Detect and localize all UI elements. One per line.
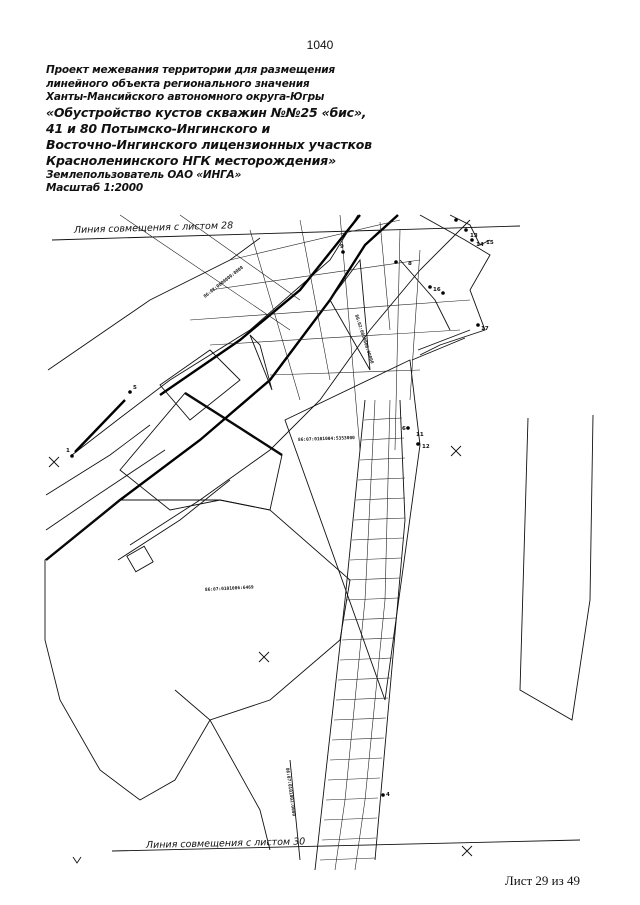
grid-line bbox=[210, 260, 420, 290]
grid-line bbox=[190, 300, 470, 320]
title-line: 41 и 80 Потымско-Ингинского и bbox=[46, 120, 271, 136]
point-label: 9 bbox=[340, 244, 344, 250]
title-line: Восточно-Ингинского лицензионных участков bbox=[46, 136, 372, 152]
title-line: Проект межевания территории для размещения bbox=[46, 64, 335, 76]
scale-line: Масштаб 1:2000 bbox=[46, 182, 143, 194]
point-label: 17 bbox=[481, 326, 489, 332]
road-edge bbox=[46, 450, 165, 530]
grid-line bbox=[180, 215, 300, 300]
title-line: линейного объекта регионального значения bbox=[46, 77, 310, 90]
boundary-line bbox=[75, 400, 125, 452]
corridor-hatch bbox=[320, 418, 405, 860]
road-edge bbox=[48, 238, 260, 370]
grid-line bbox=[380, 222, 390, 330]
road-edge bbox=[118, 480, 230, 560]
parcel-outline bbox=[175, 690, 270, 850]
point-label: 15 bbox=[486, 240, 494, 246]
land-block bbox=[120, 393, 282, 510]
title-line: Ханты-Мансийского автономного округа-Югры bbox=[46, 91, 325, 103]
parcel-number: 86:07:0101002:0000 bbox=[284, 767, 296, 817]
point-label: 8 bbox=[408, 261, 412, 267]
point-label: 5 bbox=[133, 385, 137, 391]
junction-label-bottom: Линия совмещения с листом 30 bbox=[145, 836, 306, 851]
parcel-number: 86:02:0000000:00000 bbox=[353, 314, 374, 365]
grid-line bbox=[120, 215, 290, 330]
corridor-edge bbox=[375, 400, 405, 860]
boundary-line bbox=[46, 215, 398, 560]
grid-line bbox=[300, 220, 330, 380]
triangle-plot bbox=[250, 335, 272, 390]
road-edge bbox=[72, 215, 358, 455]
building-outline bbox=[160, 350, 240, 420]
parcel-outline-right bbox=[520, 415, 593, 720]
parcel-outline bbox=[400, 260, 450, 330]
point-label: 12 bbox=[422, 444, 430, 450]
title-line: Красноленинского НГК месторождения» bbox=[46, 152, 336, 168]
parcel-number: 86:07:0101004:5353000 bbox=[297, 436, 355, 443]
landowner-line: Землепользователь ОАО «ИНГА» bbox=[46, 168, 242, 181]
survey-points bbox=[70, 218, 480, 797]
triangle-parcel bbox=[285, 360, 420, 700]
parcel-polygon bbox=[45, 500, 350, 800]
sheet-label: Лист 29 из 49 bbox=[504, 873, 580, 888]
point-label: 14 bbox=[476, 242, 484, 248]
point-label: 1 bbox=[66, 448, 70, 454]
parcel-outline bbox=[420, 215, 490, 355]
grid-line bbox=[230, 220, 400, 260]
point-label: 4 bbox=[386, 792, 390, 798]
point-label: 11 bbox=[416, 432, 424, 438]
parcel-number: 86:02:0000000:0000 bbox=[203, 265, 245, 300]
small-structure bbox=[127, 546, 153, 572]
page-number: 1040 bbox=[306, 38, 334, 52]
junction-label-top: Линия совмещения с листом 28 bbox=[73, 220, 234, 236]
corridor-inner bbox=[355, 400, 390, 870]
point-label: 6 bbox=[402, 426, 406, 432]
title-line: «Обустройство кустов скважин №№25 «бис», bbox=[46, 104, 367, 120]
point-label: 13 bbox=[470, 233, 478, 239]
narrow-parcel bbox=[330, 260, 370, 370]
point-label: 16 bbox=[433, 287, 441, 293]
parcel-number: 86:07:0101006:6469 bbox=[204, 585, 254, 593]
